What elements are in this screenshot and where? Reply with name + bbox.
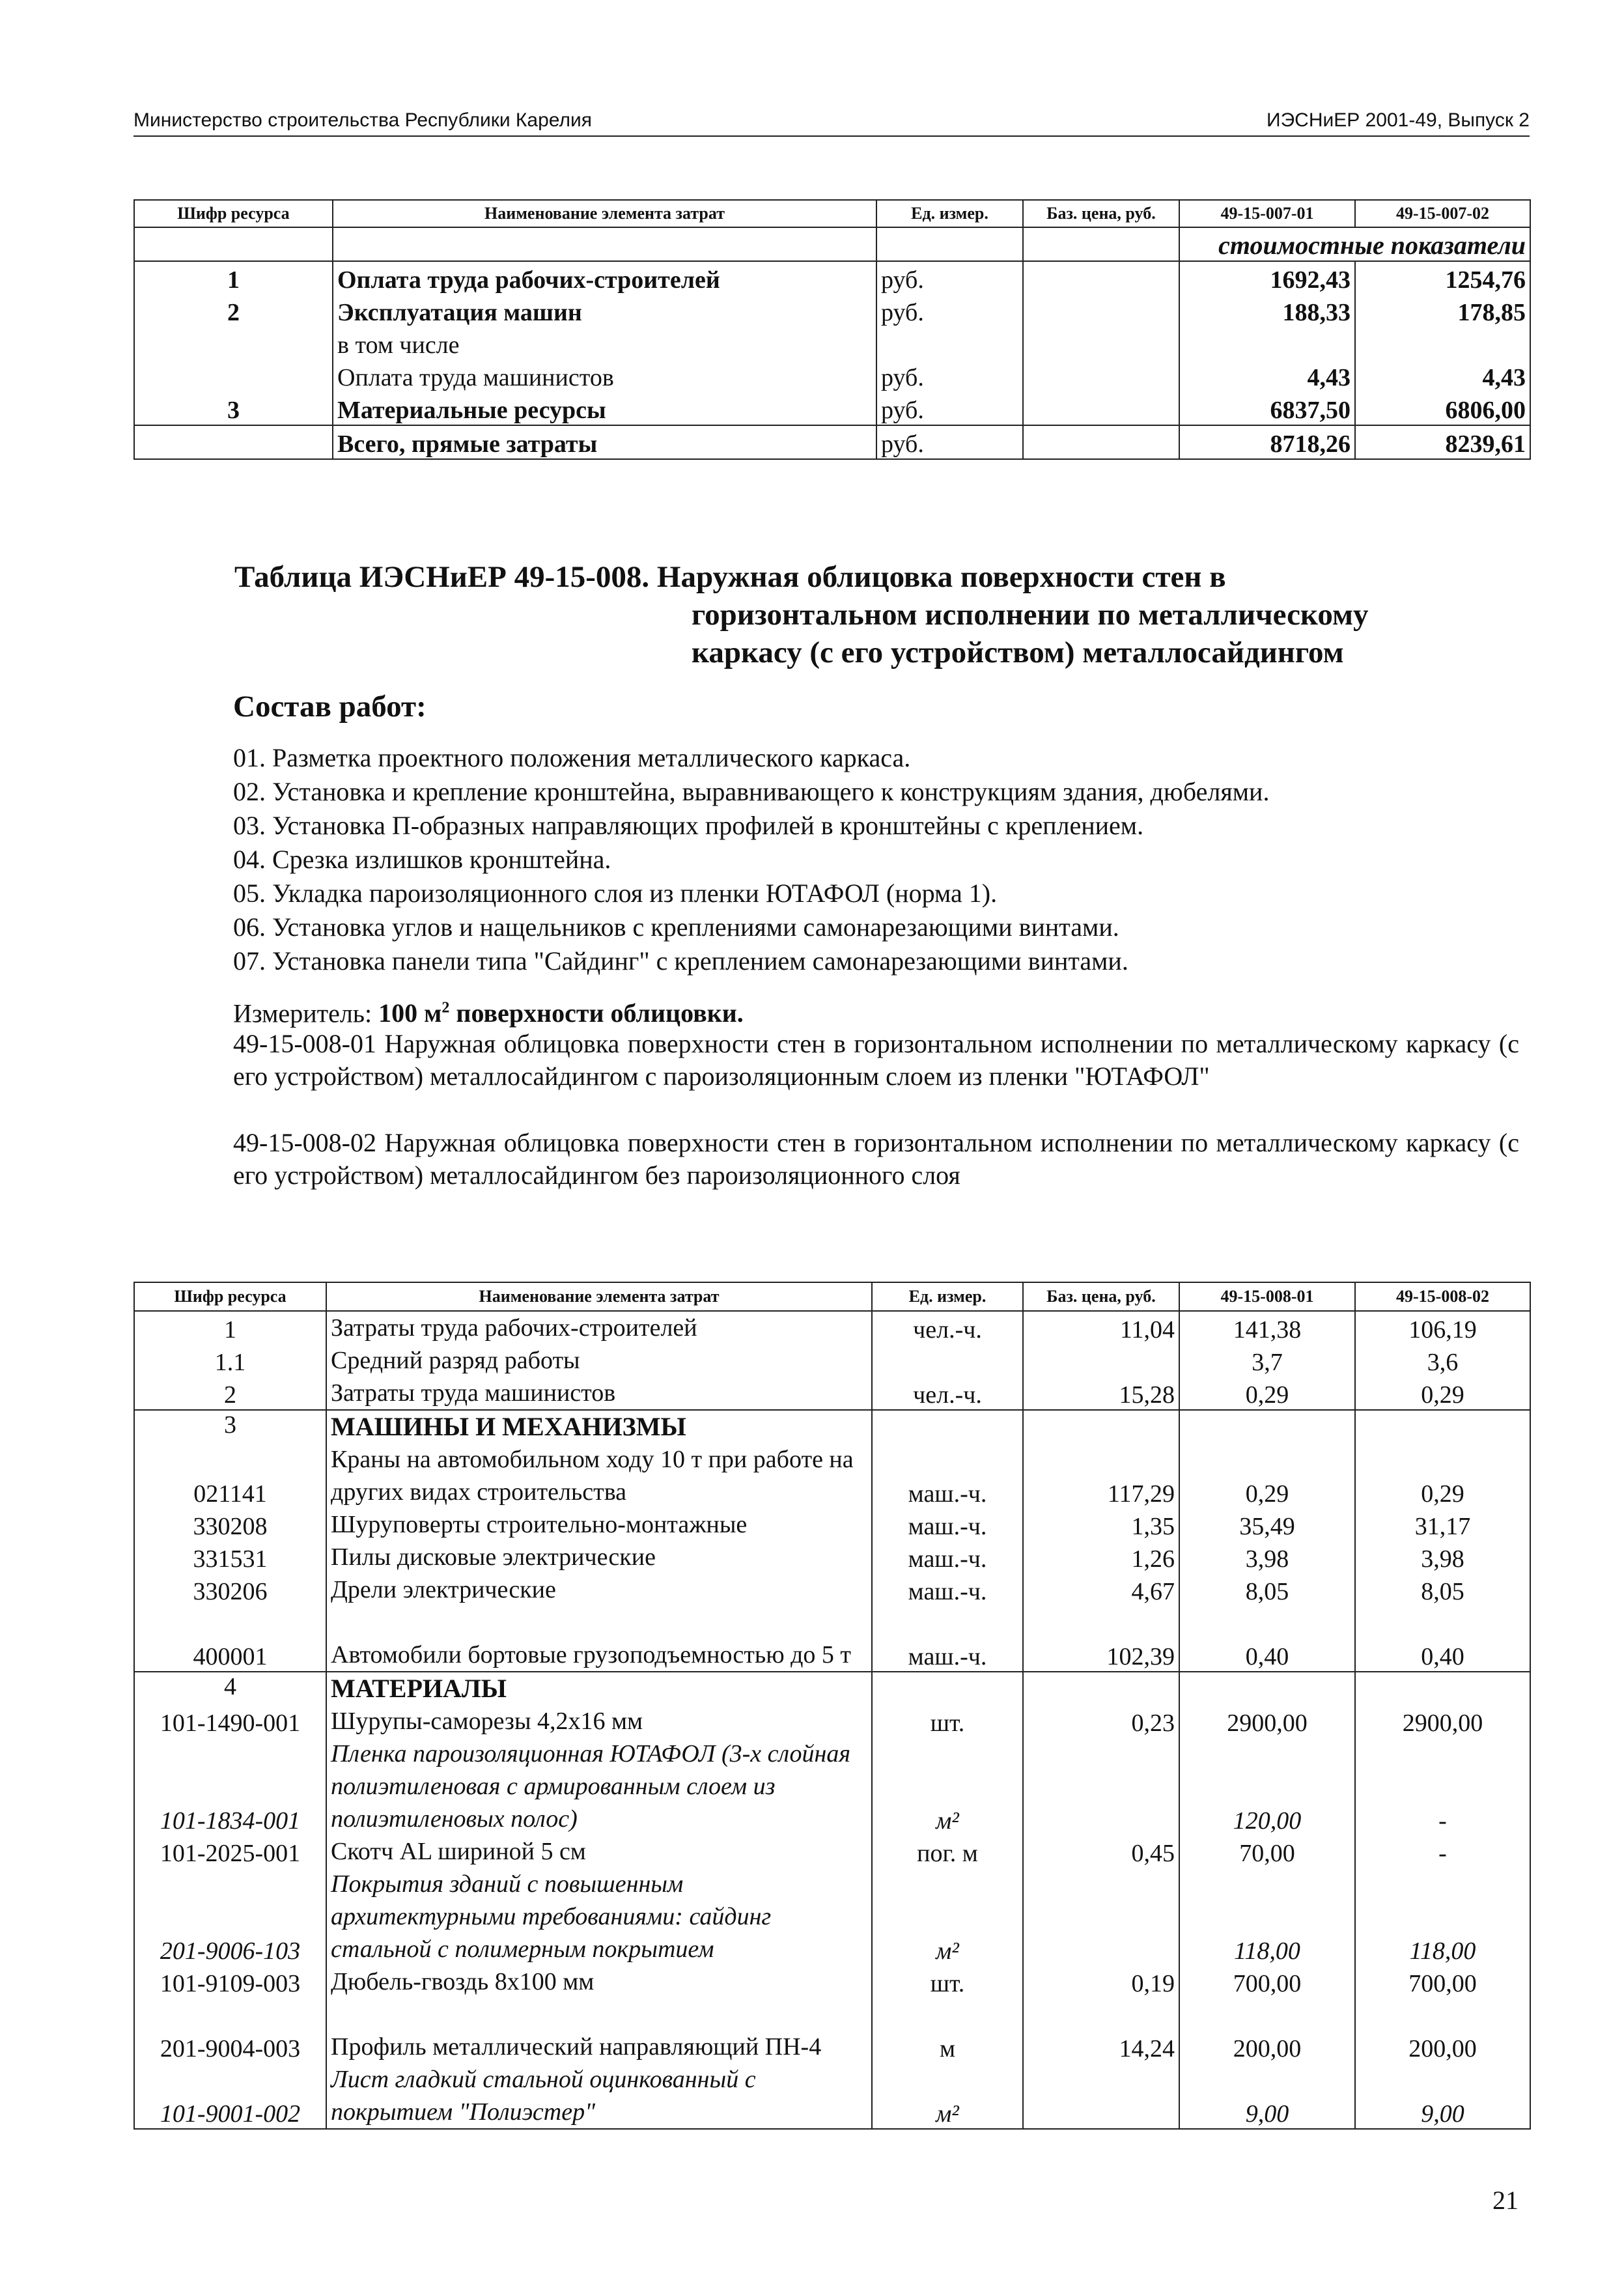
row-value-1: 6837,50 [1179, 392, 1355, 425]
resources-table [133, 1282, 1531, 2130]
row-code: 1.1 [134, 1344, 326, 1377]
row-name: Пилы дисковые электрические [326, 1541, 872, 1573]
row-value-1: 4,43 [1179, 359, 1355, 392]
table-row [134, 1868, 1530, 1965]
work-item: 05. Укладка пароизоляционного слоя из пленки ЮТАФОЛ (норма 1). [233, 879, 998, 908]
row-value-1: 188,33 [1179, 294, 1355, 327]
row-code: 330206 [134, 1573, 326, 1606]
row-name: Шуруповерты строительно-монтажные [326, 1508, 872, 1541]
norm-description-2: 49-15-008-02 Наружная облицовка поверхности стен в горизонтальном исполнении по металлическому каркасу (с его устройством) металлосайдингом без пароизоляционного слоя [233, 1128, 1519, 1190]
row-code: 021141 [134, 1443, 326, 1508]
row-unit [872, 1344, 1023, 1377]
row-value-2: 31,17 [1355, 1508, 1530, 1541]
row-unit: чел.-ч. [872, 1311, 1023, 1344]
row-name: Материальные ресурсы [333, 392, 876, 425]
row-price [1023, 1738, 1179, 1835]
row-name: Дрели электрические [326, 1573, 872, 1606]
row-code: 1 [134, 1311, 326, 1344]
table-row [134, 1344, 1530, 1377]
row-name: Средний разряд работы [326, 1344, 872, 1377]
row-name: Эксплуатация машин [333, 294, 876, 327]
table-row [134, 1998, 1530, 2063]
row-code [134, 327, 333, 359]
row-value-2: 0,40 [1355, 1606, 1530, 1672]
row-value-1: 120,00 [1179, 1738, 1355, 1835]
row-value-1: 9,00 [1179, 2063, 1355, 2129]
row-name: Затраты труда рабочих-строителей [326, 1311, 872, 1344]
table-row [134, 1606, 1530, 1672]
cost-indicators-table [133, 199, 1531, 460]
work-item: 02. Установка и крепление кронштейна, выравнивающего к конструкциям здания, дюбелями. [233, 777, 1270, 806]
row-value-2: 200,00 [1355, 1998, 1530, 2063]
row-price: 11,04 [1023, 1311, 1179, 1344]
table-row [134, 392, 1530, 425]
row-name: Оплата труда машинистов [333, 359, 876, 392]
table-row [134, 425, 1530, 459]
table-row [134, 1835, 1530, 1868]
work-item: 04. Срезка излишков кронштейна. [233, 845, 611, 874]
row-price [1023, 425, 1179, 459]
row-value-2: 0,29 [1355, 1377, 1530, 1410]
row-code: 2 [134, 294, 333, 327]
row-name: Оплата труда рабочих-строителей [333, 261, 876, 294]
row-name: Дюбель-гвоздь 8х100 мм [326, 1965, 872, 1998]
works-heading: Состав работ: [233, 690, 427, 724]
row-code: 101-1490-001 [134, 1705, 326, 1738]
row-code [134, 425, 333, 459]
meter-value: 100 $м^2$ поверхности облицовки. [378, 998, 744, 1028]
row-unit: шт. [872, 1705, 1023, 1738]
row-unit: пог. м [872, 1835, 1023, 1868]
row-value-1: 35,49 [1179, 1508, 1355, 1541]
table-title-prefix: Таблица ИЭСНиЕР 49-15-008. [234, 560, 650, 594]
row-price [1023, 359, 1179, 392]
row-code: 3 [134, 392, 333, 425]
row-value-2: 3,6 [1355, 1344, 1530, 1377]
row-value-2: - [1355, 1738, 1530, 1835]
row-unit: маш.-ч. [872, 1573, 1023, 1606]
meter-label: Измеритель: [233, 998, 372, 1028]
row-price: 0,45 [1023, 1835, 1179, 1868]
row-value-1: 3,7 [1179, 1344, 1355, 1377]
row-value-2: 178,85 [1355, 294, 1530, 327]
row-code: 101-9109-003 [134, 1965, 326, 1998]
row-name: МАТЕРИАЛЫ [326, 1672, 872, 1705]
row-value-1: 8,05 [1179, 1573, 1355, 1606]
col-header-norm-2: 49-15-007-02 [1355, 200, 1530, 227]
row-value-1: 141,38 [1179, 1311, 1355, 1344]
col-header-unit: Ед. измер. [872, 1282, 1023, 1311]
header-rule [133, 135, 1530, 137]
table-header-row [134, 200, 1530, 227]
row-value-2: 9,00 [1355, 2063, 1530, 2129]
row-code: 101-2025-001 [134, 1835, 326, 1868]
row-price [1023, 1344, 1179, 1377]
table-row [134, 1672, 1530, 1705]
row-price [1023, 1672, 1179, 1705]
row-value-1: 0,29 [1179, 1443, 1355, 1508]
col-header-price: Баз. цена, руб. [1023, 200, 1179, 227]
row-value-2 [1355, 1410, 1530, 1443]
col-header-norm-2: 49-15-008-02 [1355, 1282, 1530, 1311]
table-row [134, 2063, 1530, 2129]
row-value-2 [1355, 1672, 1530, 1705]
row-name: Покрытия зданий с повышенным архитектурными требованиями: сайдинг стальной с полимерным покрытием [326, 1868, 872, 1965]
row-name: МАШИНЫ И МЕХАНИЗМЫ [326, 1410, 872, 1443]
row-unit [872, 1672, 1023, 1705]
row-value-1: 3,98 [1179, 1541, 1355, 1573]
row-code: 2 [134, 1377, 326, 1410]
col-header-name: Наименование элемента затрат [333, 200, 876, 227]
row-unit: руб. [876, 425, 1023, 459]
row-unit: маш.-ч. [872, 1508, 1023, 1541]
row-code: 101-9001-002 [134, 2063, 326, 2129]
row-value-2: 3,98 [1355, 1541, 1530, 1573]
row-value-2: 4,43 [1355, 359, 1530, 392]
row-value-1: 1692,43 [1179, 261, 1355, 294]
row-unit [872, 1410, 1023, 1443]
row-unit: маш.-ч. [872, 1541, 1023, 1573]
row-price [1023, 294, 1179, 327]
row-unit: руб. [876, 392, 1023, 425]
row-value-2: 0,29 [1355, 1443, 1530, 1508]
row-value-2: 700,00 [1355, 1965, 1530, 1998]
row-name: Шурупы-саморезы 4,2х16 мм [326, 1705, 872, 1738]
row-name: Профиль металлический направляющий ПН-4 [326, 1998, 872, 2063]
row-unit: м² [872, 2063, 1023, 2129]
row-value-2: 6806,00 [1355, 392, 1530, 425]
row-code: 101-1834-001 [134, 1738, 326, 1835]
row-unit: чел.-ч. [872, 1377, 1023, 1410]
table-row [134, 1311, 1530, 1344]
row-unit: маш.-ч. [872, 1443, 1023, 1508]
row-value-1: 200,00 [1179, 1998, 1355, 2063]
table-row [134, 1965, 1530, 1998]
table-row [134, 1443, 1530, 1508]
row-price: 102,39 [1023, 1606, 1179, 1672]
col-header-name: Наименование элемента затрат [326, 1282, 872, 1311]
row-price: 0,23 [1023, 1705, 1179, 1738]
row-code: 330208 [134, 1508, 326, 1541]
table-title-line-1 [234, 558, 1226, 596]
row-unit [876, 327, 1023, 359]
table-header-row [134, 1282, 1530, 1311]
row-value-2: 2900,00 [1355, 1705, 1530, 1738]
table-row [134, 1705, 1530, 1738]
row-price: 15,28 [1023, 1377, 1179, 1410]
work-item: 07. Установка панели типа "Сайдинг" с креплением самонарезающими винтами. [233, 946, 1128, 976]
row-unit: м [872, 1998, 1023, 2063]
row-price: 0,19 [1023, 1965, 1179, 1998]
table-row [134, 1573, 1530, 1606]
row-value-2: 118,00 [1355, 1868, 1530, 1965]
row-name: Краны на автомобильном ходу 10 т при работе на других видах строительства [326, 1443, 872, 1508]
row-value-1 [1179, 1672, 1355, 1705]
row-name: Затраты труда машинистов [326, 1377, 872, 1410]
row-price [1023, 392, 1179, 425]
row-unit: руб. [876, 294, 1023, 327]
row-code [134, 359, 333, 392]
row-price [1023, 1410, 1179, 1443]
row-price [1023, 1868, 1179, 1965]
row-price [1023, 2063, 1179, 2129]
row-price [1023, 327, 1179, 359]
row-value-2: 1254,76 [1355, 261, 1530, 294]
row-value-2: 8239,61 [1355, 425, 1530, 459]
row-code: 201-9006-103 [134, 1868, 326, 1965]
col-header-unit: Ед. измер. [876, 200, 1023, 227]
row-value-2: 106,19 [1355, 1311, 1530, 1344]
table-title-text-1: Наружная облицовка поверхности стен в [656, 560, 1226, 594]
table-row [134, 1738, 1530, 1835]
table-row [134, 1541, 1530, 1573]
row-value-1: 0,40 [1179, 1606, 1355, 1672]
row-price: 1,26 [1023, 1541, 1179, 1573]
row-value-1: 700,00 [1179, 1965, 1355, 1998]
page-number: 21 [1492, 2186, 1519, 2215]
row-name: Всего, прямые затраты [333, 425, 876, 459]
row-value-1 [1179, 1410, 1355, 1443]
row-value-1: 118,00 [1179, 1868, 1355, 1965]
table-row [134, 261, 1530, 294]
col-header-norm-1: 49-15-008-01 [1179, 1282, 1355, 1311]
row-name: Лист гладкий стальной оцинкованный с покрытием "Полиэстер" [326, 2063, 872, 2129]
work-item: 06. Установка углов и нащельников с креплениями самонарезающими винтами. [233, 912, 1119, 942]
row-code: 4 [134, 1672, 326, 1705]
row-name: Автомобили бортовые грузоподъемностью до 5 т [326, 1606, 872, 1672]
row-unit: руб. [876, 359, 1023, 392]
table-subheader-row [134, 227, 1530, 261]
table-row [134, 327, 1530, 359]
works-list [233, 741, 1269, 978]
row-name: в том числе [333, 327, 876, 359]
table-row [134, 294, 1530, 327]
row-price: 4,67 [1023, 1573, 1179, 1606]
row-value-1: 8718,26 [1179, 425, 1355, 459]
row-value-1: 70,00 [1179, 1835, 1355, 1868]
row-code: 3 [134, 1410, 326, 1443]
work-item: 03. Установка П-образных направляющих профилей в кронштейны с креплением. [233, 811, 1144, 840]
table-row [134, 1508, 1530, 1541]
norm-description-1: 49-15-008-01 Наружная облицовка поверхности стен в горизонтальном исполнении по металлическому каркасу (с его устройством) металлосайдингом с пароизоляционным слоем из пленки "ЮТАФОЛ" [233, 1029, 1519, 1091]
row-price: 14,24 [1023, 1998, 1179, 2063]
row-code: 1 [134, 261, 333, 294]
row-price: 1,35 [1023, 1508, 1179, 1541]
row-unit: м² [872, 1868, 1023, 1965]
col-header-code: Шифр ресурса [134, 200, 333, 227]
col-header-price: Баз. цена, руб. [1023, 1282, 1179, 1311]
row-value-1: 0,29 [1179, 1377, 1355, 1410]
row-code: 400001 [134, 1606, 326, 1672]
row-price [1023, 261, 1179, 294]
row-name: Скотч AL шириной 5 см [326, 1835, 872, 1868]
row-unit: маш.-ч. [872, 1606, 1023, 1672]
table-row [134, 1377, 1530, 1410]
col-header-code: Шифр ресурса [134, 1282, 326, 1311]
table-row [134, 1410, 1530, 1443]
row-name: Пленка пароизоляционная ЮТАФОЛ (3-х слойная полиэтиленовая с армированным слоем из полиэтиленовых полос) [326, 1738, 872, 1835]
table-row [134, 359, 1530, 392]
col-header-norm-1: 49-15-007-01 [1179, 200, 1355, 227]
work-item: 01. Разметка проектного положения металлического каркаса. [233, 743, 911, 772]
row-value-2: - [1355, 1835, 1530, 1868]
meter-line [233, 991, 744, 1030]
cost-indicators-label: стоимостные показатели [1179, 227, 1530, 261]
row-unit: м² [872, 1738, 1023, 1835]
row-value-1 [1179, 327, 1355, 359]
row-value-1: 2900,00 [1179, 1705, 1355, 1738]
row-code: 201-9004-003 [134, 1998, 326, 2063]
table-title-line-2: горизонтальном исполнении по металлическому [692, 598, 1369, 632]
row-code: 331531 [134, 1541, 326, 1573]
header-document-code: ИЭСНиЕР 2001-49, Выпуск 2 [1267, 109, 1530, 131]
row-price: 117,29 [1023, 1443, 1179, 1508]
row-value-2 [1355, 327, 1530, 359]
table-title-line-3: каркасу (с его устройством) металлосайдингом [692, 636, 1344, 669]
row-value-2: 8,05 [1355, 1573, 1530, 1606]
header-ministry: Министерство строительства Республики Карелия [133, 109, 592, 131]
row-unit: руб. [876, 261, 1023, 294]
row-unit: шт. [872, 1965, 1023, 1998]
